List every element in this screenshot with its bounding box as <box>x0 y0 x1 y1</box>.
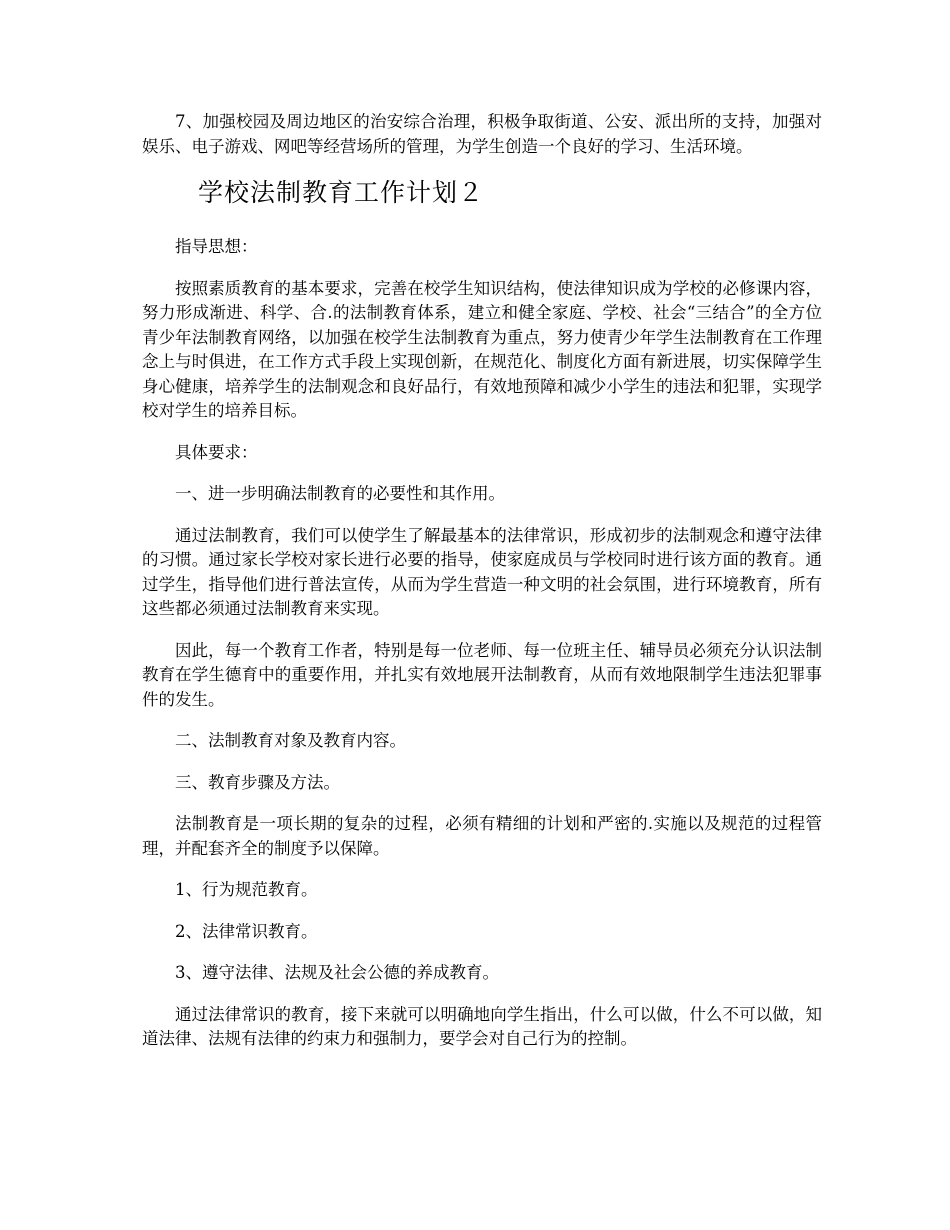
paragraph-section-1: 一、进一步明确法制教育的必要性和其作用。 <box>175 484 505 503</box>
paragraph-step-1: 1、行为规范教育。 <box>175 880 318 899</box>
paragraph-item-7: 7、加强校园及周边地区的治安综合治理，积极争取街道、公安、派出所的支持，加强对娱乐、电子游戏、网吧等经营场所的管理，为学生创造一个良好的学习、生活环境。 <box>142 112 822 156</box>
document-page <box>142 110 822 1069</box>
paragraph-section-3-body: 法制教育是一项长期的复杂的过程，必须有精细的计划和严密的.实施以及规范的过程管理，并配套齐全的制度予以保障。 <box>142 814 822 858</box>
paragraph-closing: 通过法律常识的教育，接下来就可以明确地向学生指出，什么可以做，什么不可以做，知道法律、法规有法律的约束力和强制力，要学会对自己行为的控制。 <box>142 1004 822 1048</box>
document-title: 学校法制教育工作计划２ <box>198 178 485 207</box>
paragraph-requirements-heading: 具体要求： <box>175 442 258 462</box>
paragraph-section-1-body-2: 因此，每一个教育工作者，特别是每一位老师、每一位班主任、辅导员必须充分认识法制教育在学生德育中的重要作用，并扎实有效地展开法制教育，从而有效地限制学生违法犯罪事件的发生。 <box>142 640 822 709</box>
paragraph-step-2: 2、法律常识教育。 <box>175 921 318 941</box>
paragraph-guiding-heading: 指导思想： <box>175 237 258 256</box>
paragraph-guiding-body: 按照素质教育的基本要求，完善在校学生知识结构，使法律知识成为学校的必修课内容，努力形成渐进、科学、合.的法制教育体系，建立和健全家庭、学校、社会“三结合”的全方位青少年法制教育网络，以加强在校学生法制教育为重点，努力使青少年学生法制教育在工作理念上与时俱进，在工作方式手段上实现创新，在规范化、制度化方面有新进展，切实保障学生身心健康，培养学生的法制观念和良好品行，有效地预障和减少小学生的违法和犯罪，实现学校对学生的培养目标。 <box>142 278 822 420</box>
paragraph-section-3: 三、教育步骤及方法。 <box>175 772 340 792</box>
paragraph-section-1-body: 通过法制教育，我们可以使学生了解最基本的法律常识，形成初步的法制观念和遵守法律的习惯。通过家长学校对家长进行必要的指导，使家庭成员与学校同时进行该方面的教育。通过学生，指导他们进行普法宣传，从而为学生营造一种文明的社会氛围，进行环境教育，所有这些都必须通过法制教育来实现。 <box>142 525 822 618</box>
paragraph-step-3: 3、遵守法律、法规及社会公德的养成教育。 <box>175 963 499 982</box>
paragraph-section-2: 二、法制教育对象及教育内容。 <box>175 731 406 750</box>
